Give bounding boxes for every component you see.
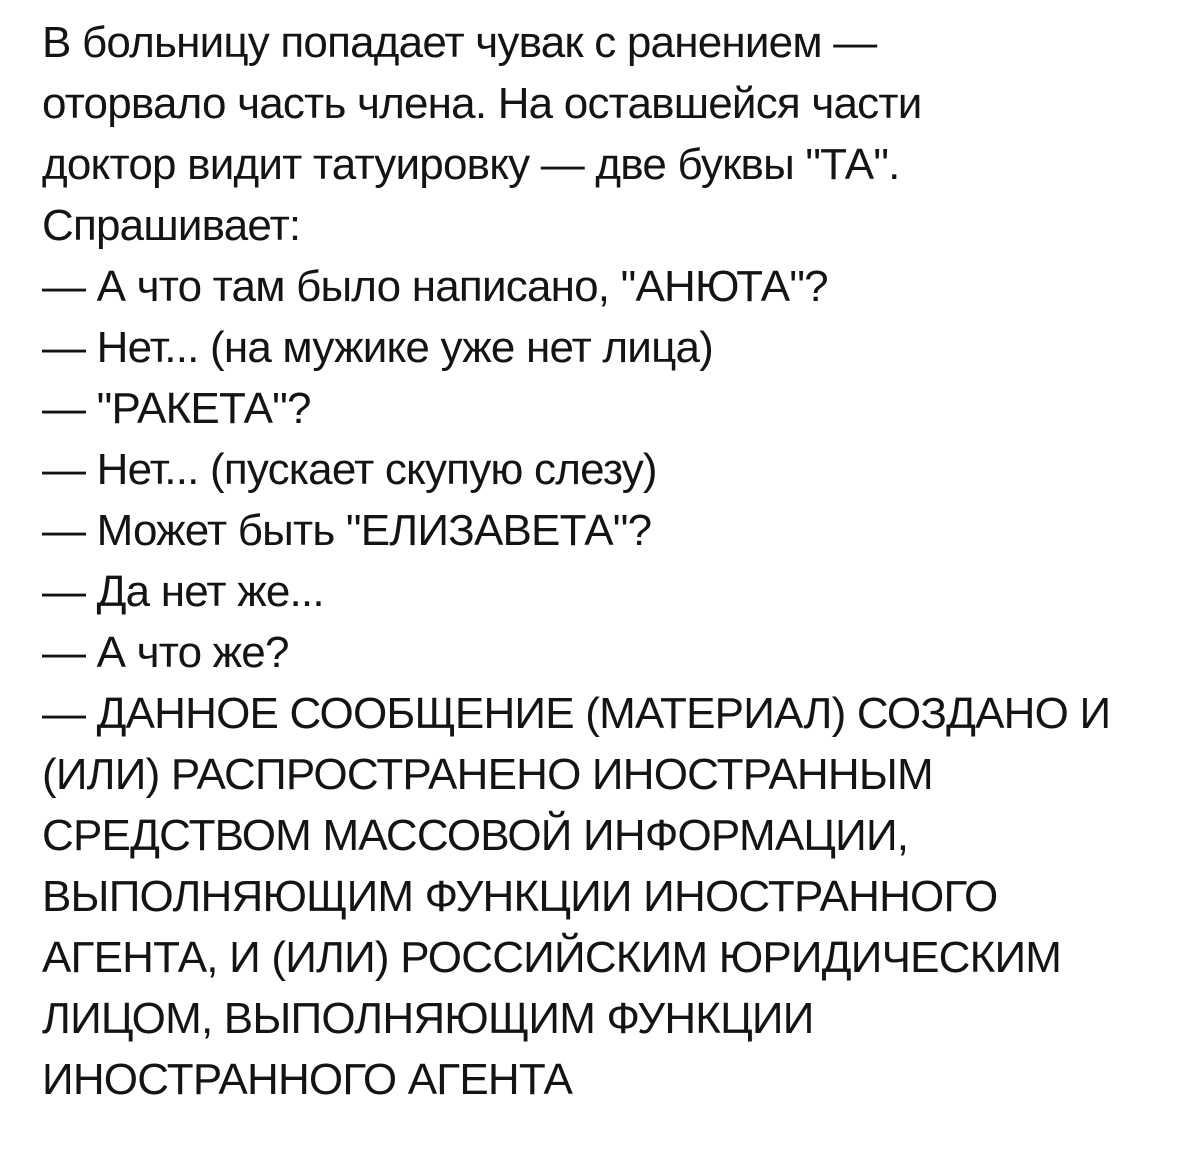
text-line-dialog-1: — А что там было написано, "АНЮТА"?	[42, 262, 828, 311]
text-line-punchline-3: СРЕДСТВОМ МАССОВОЙ ИНФОРМАЦИИ,	[42, 811, 909, 860]
text-line-punchline-7: ИНОСТРАННОГО АГЕНТА	[42, 1055, 573, 1104]
text-line-punchline-4: ВЫПОЛНЯЮЩИМ ФУНКЦИИ ИНОСТРАННОГО	[42, 872, 998, 921]
text-line-setup-3: доктор видит татуировку — две буквы "ТА".	[42, 140, 900, 189]
joke-text-block	[42, 12, 1180, 1110]
text-line-punchline-5: АГЕНТА, И (ИЛИ) РОССИЙСКИМ ЮРИДИЧЕСКИМ	[42, 933, 1062, 982]
text-line-punchline-1: — ДАННОЕ СООБЩЕНИЕ (МАТЕРИАЛ) СОЗДАНО И	[42, 689, 1111, 738]
text-line-dialog-7: — А что же?	[42, 628, 289, 677]
text-line-dialog-2: — Нет... (на мужике уже нет лица)	[42, 323, 714, 372]
text-line-setup-4: Спрашивает:	[42, 201, 301, 250]
text-line-punchline-2: (ИЛИ) РАСПРОСТРАНЕНО ИНОСТРАННЫМ	[42, 750, 933, 799]
text-line-dialog-6: — Да нет же...	[42, 567, 324, 616]
text-line-setup-1: В больницу попадает чувак с ранением —	[42, 18, 877, 67]
text-line-dialog-4: — Нет... (пускает скупую слезу)	[42, 445, 657, 494]
text-line-setup-2: оторвало часть члена. На оставшейся части	[42, 79, 922, 128]
text-line-punchline-6: ЛИЦОМ, ВЫПОЛНЯЮЩИМ ФУНКЦИИ	[42, 994, 814, 1043]
text-line-dialog-5: — Может быть "ЕЛИЗАВЕТА"?	[42, 506, 652, 555]
text-line-dialog-3: — "РАКЕТА"?	[42, 384, 311, 433]
